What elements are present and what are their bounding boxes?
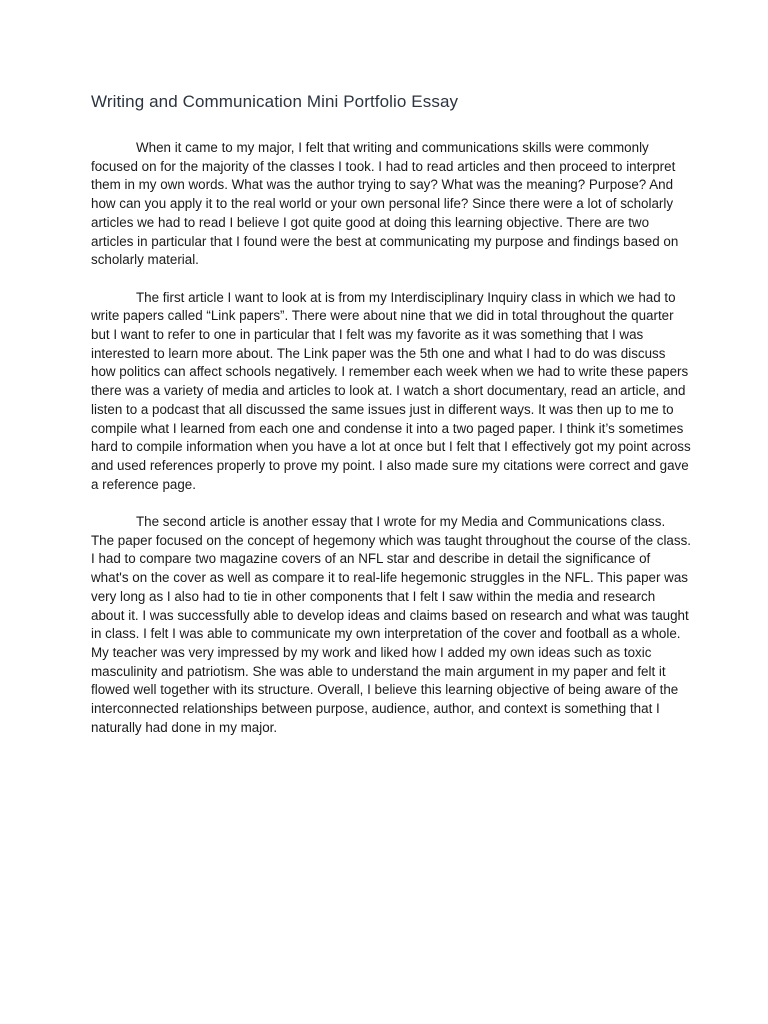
document-title: Writing and Communication Mini Portfolio Essay	[91, 92, 459, 111]
document-body	[91, 139, 691, 737]
paragraph-1: When it came to my major, I felt that writing and communications skills were commonly focused on for the majority of the classes I took. I had to read articles and then proceed to interpret them in my own words. What was the author trying to say? What was the meaning? Purpose? And how can you apply it to the real world or your own personal life? Since there were a lot of scholarly articles we had to read I believe I got quite good at doing this learning objective. There are two articles in particular that I found were the best at communicating my purpose and findings based on scholarly material.	[91, 140, 679, 268]
paragraph-2: The first article I want to look at is from my Interdisciplinary Inquiry class in which we had to write papers called “Link papers”. There were about nine that we did in total throughout the quarter but I want to refer to one in particular that I felt was my favorite as it was something that I was interested to learn more about. The Link paper was the 5th one and what I had to do was discuss how politics can affect schools negatively. I remember each week when we had to write these papers there was a variety of media and articles to look at. I watch a short documentary, read an article, and listen to a podcast that all discussed the same issues just in different ways. It was then up to me to compile what I learned from each one and condense it into a two paged paper. I think it’s sometimes hard to compile information when you have a lot at once but I felt that I effectively got my point across and used references properly to prove my point. I also made sure my citations were correct and gave a reference page.	[91, 289, 691, 492]
paragraph-3: The second article is another essay that I wrote for my Media and Communications class. The paper focused on the concept of hegemony which was taught throughout the course of the class. I had to compare two magazine covers of an NFL star and describe in detail the significance of what's on the cover as well as compare it to real-life hegemonic struggles in the NFL. This paper was very long as I also had to tie in other components that I felt I saw within the media and research about it. I was successfully able to develop ideas and claims based on research and what was taught in class. I felt I was able to communicate my own interpretation of the cover and football as a whole. My teacher was very impressed by my work and liked how I added my own ideas such as toxic masculinity and patriotism. She was able to understand the main argument in my paper and felt it flowed well together with its structure. Overall, I believe this learning objective of being aware of the interconnected relationships between purpose, audience, author, and context is something that I naturally had done in my major.	[91, 514, 691, 735]
